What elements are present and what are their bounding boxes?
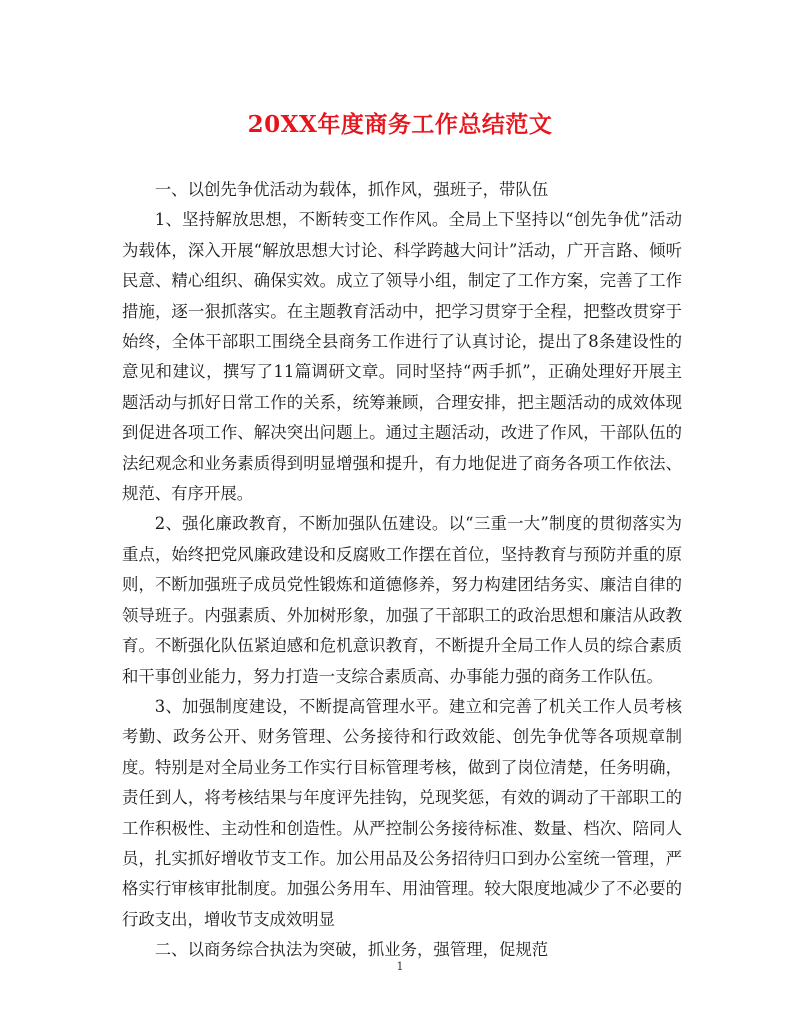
section-heading-1: 一、以创先争优活动为载体，抓作风，强班子，带队伍 (154, 180, 549, 199)
body-paragraph-2: 2、强化廉政教育，不断加强队伍建设。以“三重一大”制度的贯彻落实为重点，始终把党风廉政建设和反腐败工作摆在首位，坚持教育与预防并重的原则，不断加强班子成员党性锻炼和道德修养，努力构建团结务实、廉洁自律的领导班子。内强素质、外加树形象，加强了干部职工的政治思想和廉洁从政教育。不断强化队伍紧迫感和危机意识教育，不断提升全局工作人员的综合素质和干事创业能力，努力打造一支综合素质高、办事能力强的商务工作队伍。 (122, 514, 682, 686)
page-number: 1 (396, 960, 404, 973)
body-paragraph-1: 1、坚持解放思想，不断转变工作作风。全局上下坚持以“创先争优”活动为载体，深入开展“解放思想大讨论、科学跨越大问计”活动，广开言路、倾听民意、精心组织、确保实效。成立了领导小组，制定了工作方案，完善了工作措施，逐一狠抓落实。在主题教育活动中，把学习贯穿于全程，把整改贯穿于始终，全体干部职工围绕全县商务工作进行了认真讨论，提出了8条建设性的意见和建议，撰写了11篇调研文章。同时坚持“两手抓”，正确处理好开展主题活动与抓好日常工作的关系，统筹兼顾，合理安排，把主题活动的成效体现到促进各项工作、解决突出问题上。通过主题活动，改进了作风，干部队伍的法纪观念和业务素质得到明显增强和提升，有力地促进了商务各项工作依法、规范、有序开展。 (122, 210, 682, 504)
document-title: 20XX年度商务工作总结范文 (247, 111, 553, 138)
section-heading-2: 二、以商务综合执法为突破，抓业务，强管理，促规范 (154, 940, 549, 960)
body-paragraph-3: 3、加强制度建设，不断提高管理水平。建立和完善了机关工作人员考核考勤、政务公开、财务管理、公务接待和行政效能、创先争优等各项规章制度。特别是对全局业务工作实行目标管理考核，做到了岗位清楚，任务明确，责任到人，将考核结果与年度评先挂钩，兑现奖惩，有效的调动了干部职工的工作积极性、主动性和创造性。从严控制公务接待标准、数量、档次、陪同人员，扎实抓好增收节支工作。加公用品及公务招待归口到办公室统一管理，严格实行审核审批制度。加强公务用车、用油管理。较大限度地减少了不必要的行政支出，增收节支成效明显 (122, 696, 682, 929)
document-body (122, 175, 682, 966)
